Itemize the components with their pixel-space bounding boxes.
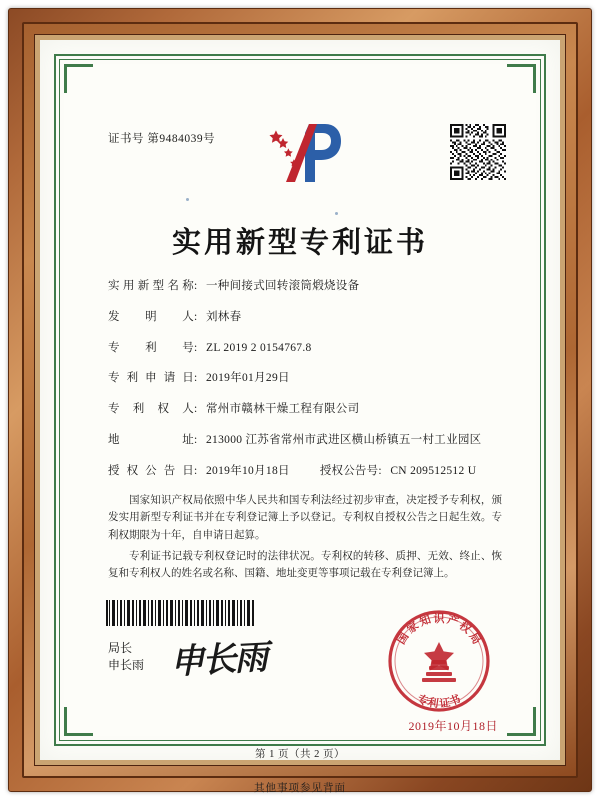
- field-row-application-date: [108, 372, 506, 386]
- qr-code-icon: [450, 124, 506, 180]
- svg-text:家: 家: [404, 619, 422, 637]
- field-label: 专利号: [108, 341, 194, 354]
- speck-mark: [335, 212, 338, 215]
- paragraph-2: 专利证书记载专利权登记时的法律状况。专利权的转移、质押、无效、终止、恢复和专利权人的姓名或名称、国籍、地址变更等事项记载在专利登记簿上。: [108, 550, 502, 580]
- svg-text:专: 专: [415, 692, 431, 709]
- seal-date: 2019年10月18日: [408, 719, 498, 733]
- field-row-utility-model-name: [108, 280, 506, 294]
- barcode-icon: [106, 600, 256, 626]
- field-label: 专利权人: [108, 403, 194, 416]
- field-colon: :: [194, 280, 198, 292]
- field-value: 刘林春: [206, 310, 242, 323]
- field-label: 授权公告日: [108, 464, 194, 477]
- seal-icon: [386, 608, 492, 714]
- certificate-paper: [40, 40, 560, 794]
- field-colon: :: [194, 341, 198, 354]
- field-label-grant-number: 授权公告号: [319, 464, 379, 477]
- svg-text:识: 识: [433, 612, 445, 625]
- paragraph-1: 国家知识产权局依照中华人民共和国专利法经过初步审查，决定授予专利权，颁发实用新型专利证书并在专利登记簿上予以登记。专利权自授权公告之日起生效。专利权期限为十年，自申请日起算。: [108, 495, 502, 541]
- speck-mark: [186, 198, 189, 201]
- field-label: 发明人: [108, 310, 194, 323]
- footer-note: 其他事项参见背面: [254, 783, 346, 794]
- signature-title-block: [108, 640, 144, 675]
- field-label: 地址: [108, 433, 194, 446]
- field-row-patentee: [108, 403, 506, 417]
- field-value: 2019年10月18日: [206, 464, 290, 477]
- svg-text:权: 权: [456, 619, 474, 637]
- field-value: ZL 2019 2 0154767.8: [206, 341, 312, 354]
- field-row-inventor: [108, 311, 506, 325]
- svg-text:产: 产: [445, 612, 461, 629]
- field-value: 常州市赣林干燥工程有限公司: [206, 403, 360, 416]
- field-value: 213000 江苏省常州市武进区横山桥镇五一村工业园区: [206, 433, 482, 446]
- certificate-number: 证书号 第9484039号: [108, 133, 216, 145]
- field-row-patent-number: [108, 342, 506, 356]
- field-row-grant-announcement: [108, 465, 506, 479]
- page-indicator: 第 1 页（共 2 页）: [255, 749, 345, 760]
- field-value: 一种间接式回转滚筒煅烧设备: [206, 280, 360, 292]
- field-colon: :: [378, 464, 382, 477]
- field-colon: :: [194, 310, 198, 323]
- svg-text:知: 知: [417, 612, 433, 629]
- svg-text:书: 书: [447, 692, 463, 709]
- certificate-content: [80, 80, 520, 794]
- field-colon: :: [194, 433, 198, 446]
- svg-text:证: 证: [438, 695, 452, 711]
- svg-text:利: 利: [426, 695, 440, 711]
- field-colon: :: [194, 464, 198, 477]
- fields-list: [108, 280, 506, 496]
- page-title: 实用新型专利证书: [171, 225, 428, 259]
- svg-text:局: 局: [466, 630, 484, 647]
- cnipa-logo-icon: [265, 120, 345, 186]
- field-colon: :: [194, 403, 198, 416]
- field-value: 2019年01月29日: [206, 372, 290, 385]
- field-value-grant-number: CN 209512512 U: [390, 464, 477, 477]
- field-colon: :: [194, 372, 198, 385]
- signature-title-line-1: 局长: [108, 641, 133, 655]
- signature-title-line-2: 申长雨: [108, 658, 145, 673]
- legal-text: [108, 492, 502, 587]
- svg-text:国: 国: [394, 630, 412, 647]
- field-label: 专利申请日: [108, 372, 194, 385]
- handwritten-signature: 申长雨: [169, 637, 268, 683]
- field-row-address: [108, 434, 506, 448]
- field-label: 实用新型名称: [108, 280, 194, 292]
